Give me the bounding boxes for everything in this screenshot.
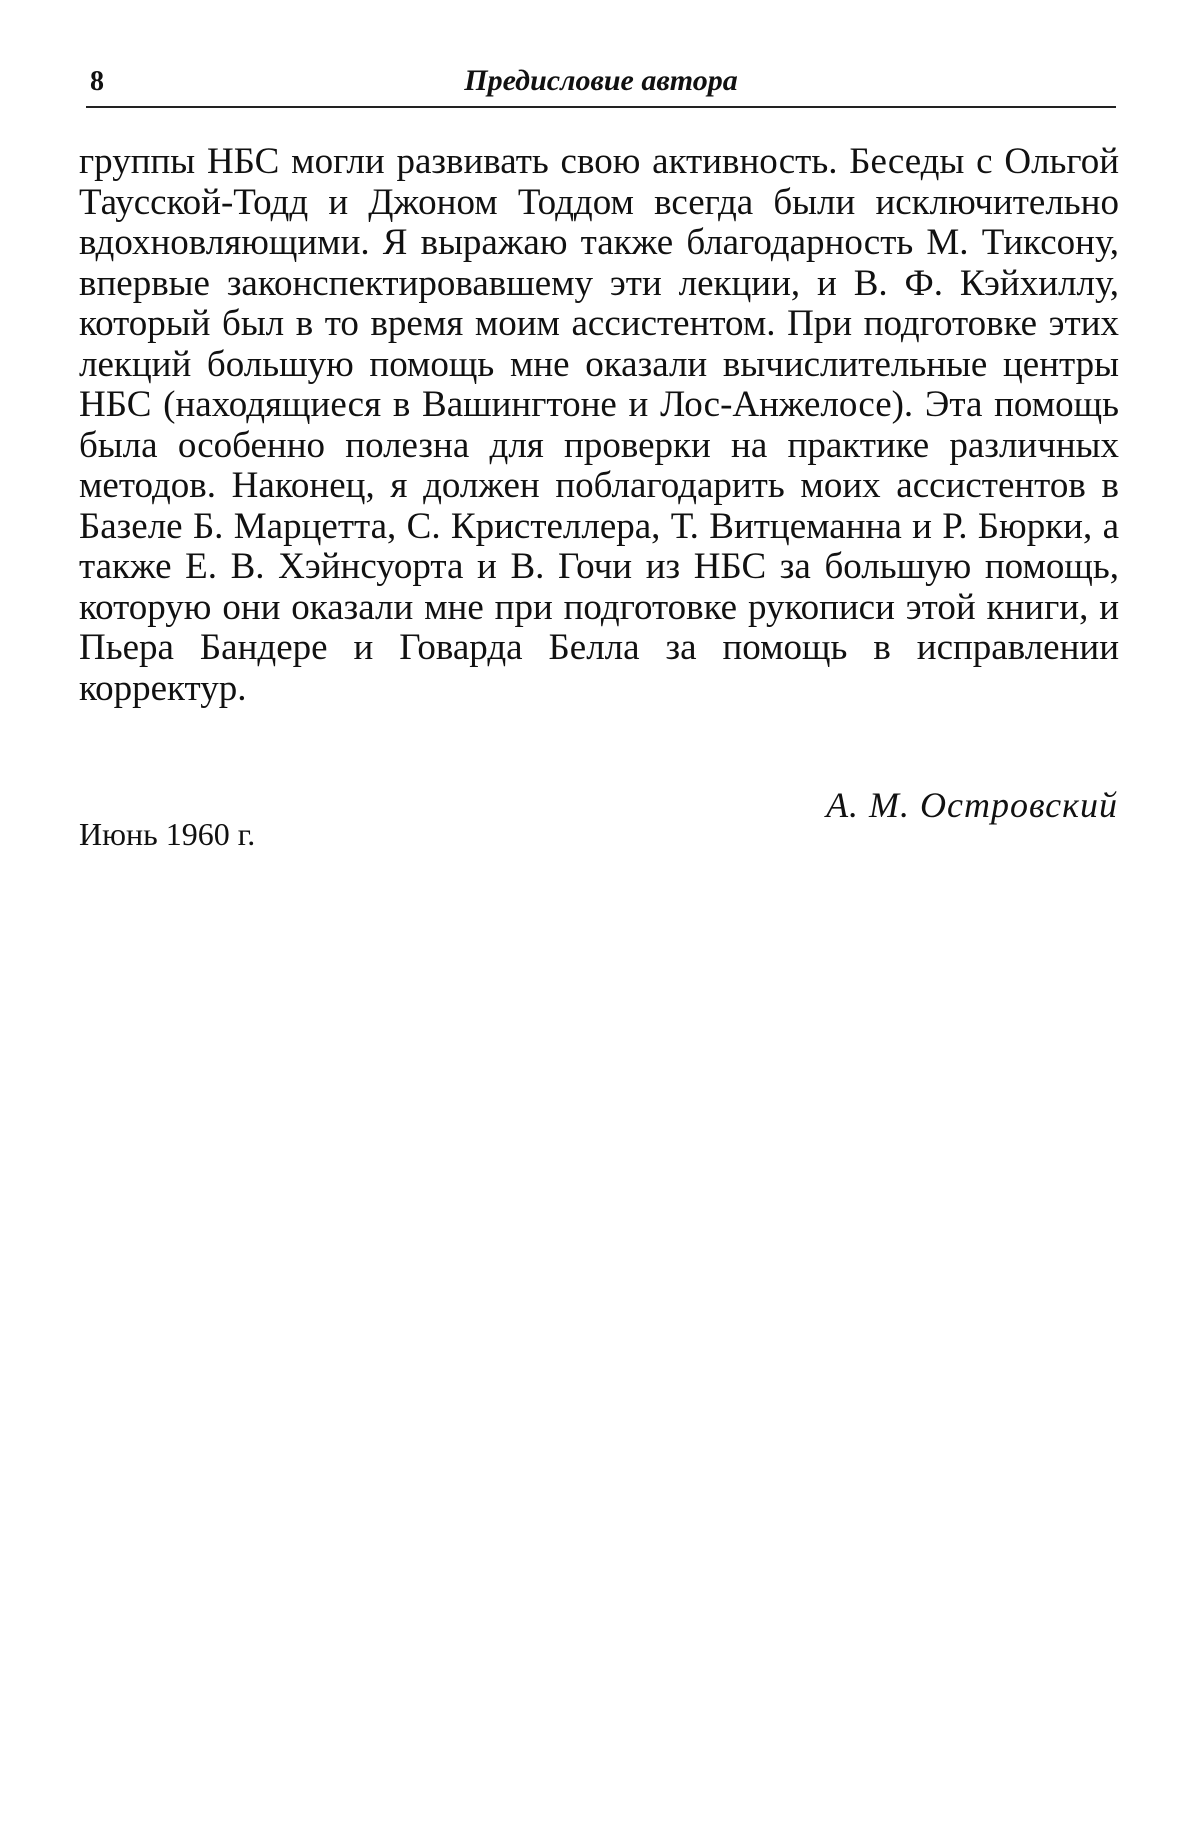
page-header: [86, 60, 1116, 108]
running-title: Предисловие автора: [464, 64, 738, 97]
author-signature: А. М. Островский: [826, 785, 1118, 825]
body-paragraph: группы НБС могли развивать свою активность. Беседы с Ольгой Таусской-Тодд и Джоном Тоддом всегда были исключительно вдохновляющими. Я выражаю также благодарность М. Тиксону, впервые законспектировавшему эти лекции, и В. Ф. Кэйхиллу, который был в то время моим ассистентом. При подготовке этих лекций большую помощь мне оказали вычислительные центры НБС (находящиеся в Вашингтоне и Лос-Анжелосе). Эта помощь была особенно полезна для проверки на практике различных методов. Наконец, я должен поблагодарить моих ассистентов в Базеле Б. Марцетта, С. Кристеллера, Т. Витцеманна и Р. Бюрки, а также Е. В. Хэйнсуорта и В. Гочи из НБС за большую помощь, которую они оказали мне при подготовке рукописи этой книги, и Пьера Бандере и Говарда Белла за помощь в исправлении корректур.: [79, 141, 1119, 709]
date-line: Июнь 1960 г.: [79, 816, 256, 852]
page-number: 8: [90, 66, 104, 97]
